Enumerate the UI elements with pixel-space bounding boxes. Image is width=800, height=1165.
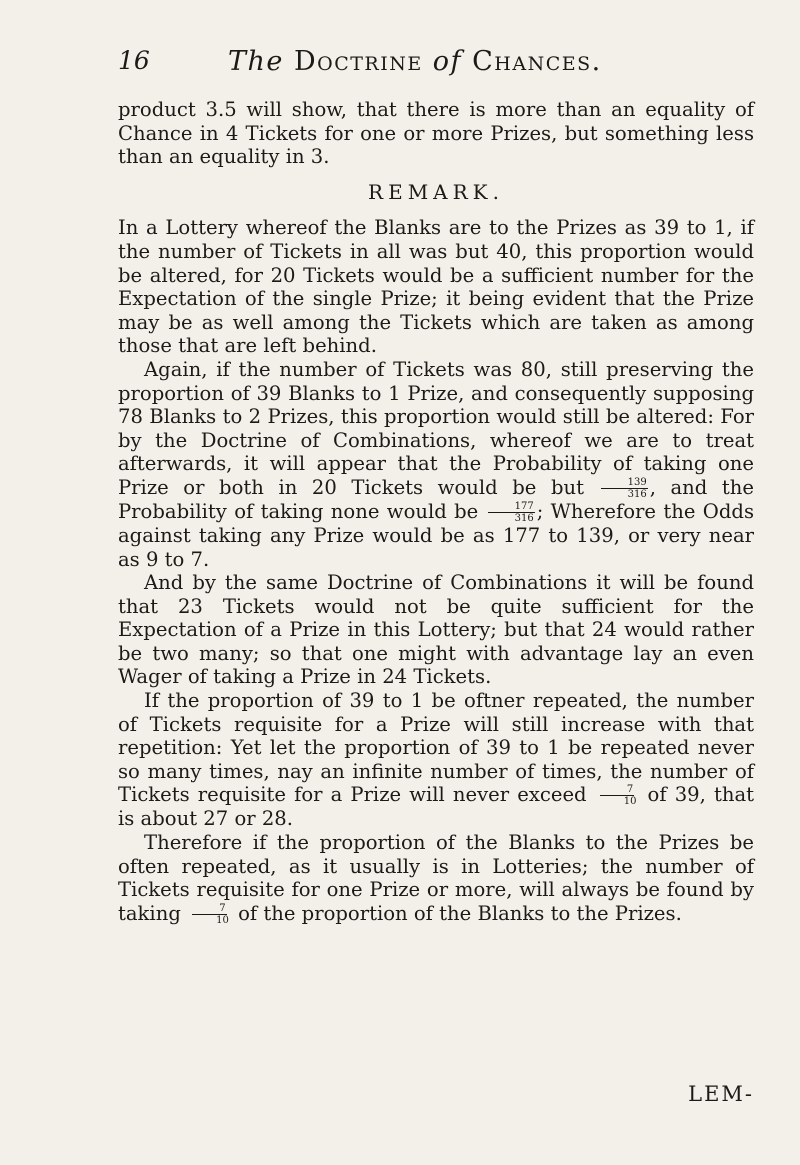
running-title-the: The bbox=[228, 46, 294, 77]
fraction-numerator: 177 bbox=[488, 501, 535, 513]
running-header bbox=[118, 46, 760, 86]
fraction-7-10 bbox=[189, 903, 230, 926]
intro-paragraph: product 3.5 will show, that there is more than an equality of Chance in 4 Tickets for one or more Prizes, but something less than an equality in 3. bbox=[118, 98, 754, 169]
paragraph-therefore-part-a: Therefore if the proportion of the Blanks to the Prizes be often repeated, as it usually is in Lotteries; the number of Tickets requisite for one Prize or more, will always be found by taking bbox=[118, 831, 754, 925]
paragraph-again bbox=[118, 358, 754, 571]
fraction-denominator: 316 bbox=[514, 512, 534, 524]
fraction-denominator: 10 bbox=[216, 914, 229, 926]
paragraph-again-part-b: , and the Probability of taking none would be bbox=[118, 475, 754, 523]
fraction-numerator: 7 bbox=[192, 903, 226, 915]
catchword: LEM- bbox=[688, 1082, 754, 1106]
paragraph-combinations: And by the same Doctrine of Combinations it will be found that 23 Tickets would not be quite sufficient for the Expectation of a Prize in this Lottery; but that 24 would rather be two many; so that one might with advantage lay an even Wager of taking a Prize in 24 Tickets. bbox=[118, 571, 754, 689]
paragraph-repetition bbox=[118, 689, 754, 831]
fraction-139-316 bbox=[601, 477, 648, 500]
fraction-7-10 bbox=[597, 784, 638, 807]
paragraph-repetition-part-a: If the proportion of 39 to 1 be oftner repeated, the number of Tickets requisite for a Prize will still increase with that repetition: Yet let the proportion of 39 to 1 be repeated never so many times, nay an infinite number of times, the number of Tickets requisite for a Prize will never exceed bbox=[118, 689, 754, 807]
fraction-numerator: 7 bbox=[600, 784, 634, 796]
paragraph-lottery: In a Lottery whereof the Blanks are to the Prizes as 39 to 1, if the number of Tickets in all was but 40, this proportion would be altered, for 20 Tickets would be a sufficient number for the Expectation of the single Prize; it being evident that the Prize may be as well among the Tickets which are taken as among those that are left behind. bbox=[118, 216, 754, 358]
page-number: 16 bbox=[118, 46, 150, 75]
running-title-of: of bbox=[422, 46, 473, 77]
fraction-denominator: 10 bbox=[623, 796, 637, 808]
paragraph-therefore bbox=[118, 831, 754, 926]
fraction-numerator: 139 bbox=[601, 477, 648, 489]
paragraph-repetition-part-b: of 39, that is about 27 or 28. bbox=[118, 783, 755, 831]
fraction-denominator: 316 bbox=[627, 488, 647, 500]
running-title-doctrine: Doctrine bbox=[293, 46, 423, 77]
fraction-177-316 bbox=[488, 501, 535, 524]
running-title bbox=[228, 46, 602, 77]
running-title-chances: Chances. bbox=[472, 46, 602, 77]
body-text bbox=[118, 98, 754, 926]
paragraph-again-part-c: ; Wherefore the Odds against taking any Prize would be as 177 to 139, or very near as 9 to 7. bbox=[118, 499, 755, 571]
paragraph-therefore-part-b: of the proportion of the Blanks to the Prizes. bbox=[238, 901, 682, 925]
paragraph-again-part-a: Again, if the number of Tickets was 80, still preserving the proportion of 39 Blanks to 1 Prize, and consequently supposing 78 Blanks to 2 Prizes, this proportion would still be altered: For by the Doctrine of Combinations, whereof we are to treat afterwards, it will appear that the Probability of taking one Prize or both in 20 Tickets would be but bbox=[118, 357, 754, 499]
remark-heading: REMARK. bbox=[368, 179, 504, 204]
